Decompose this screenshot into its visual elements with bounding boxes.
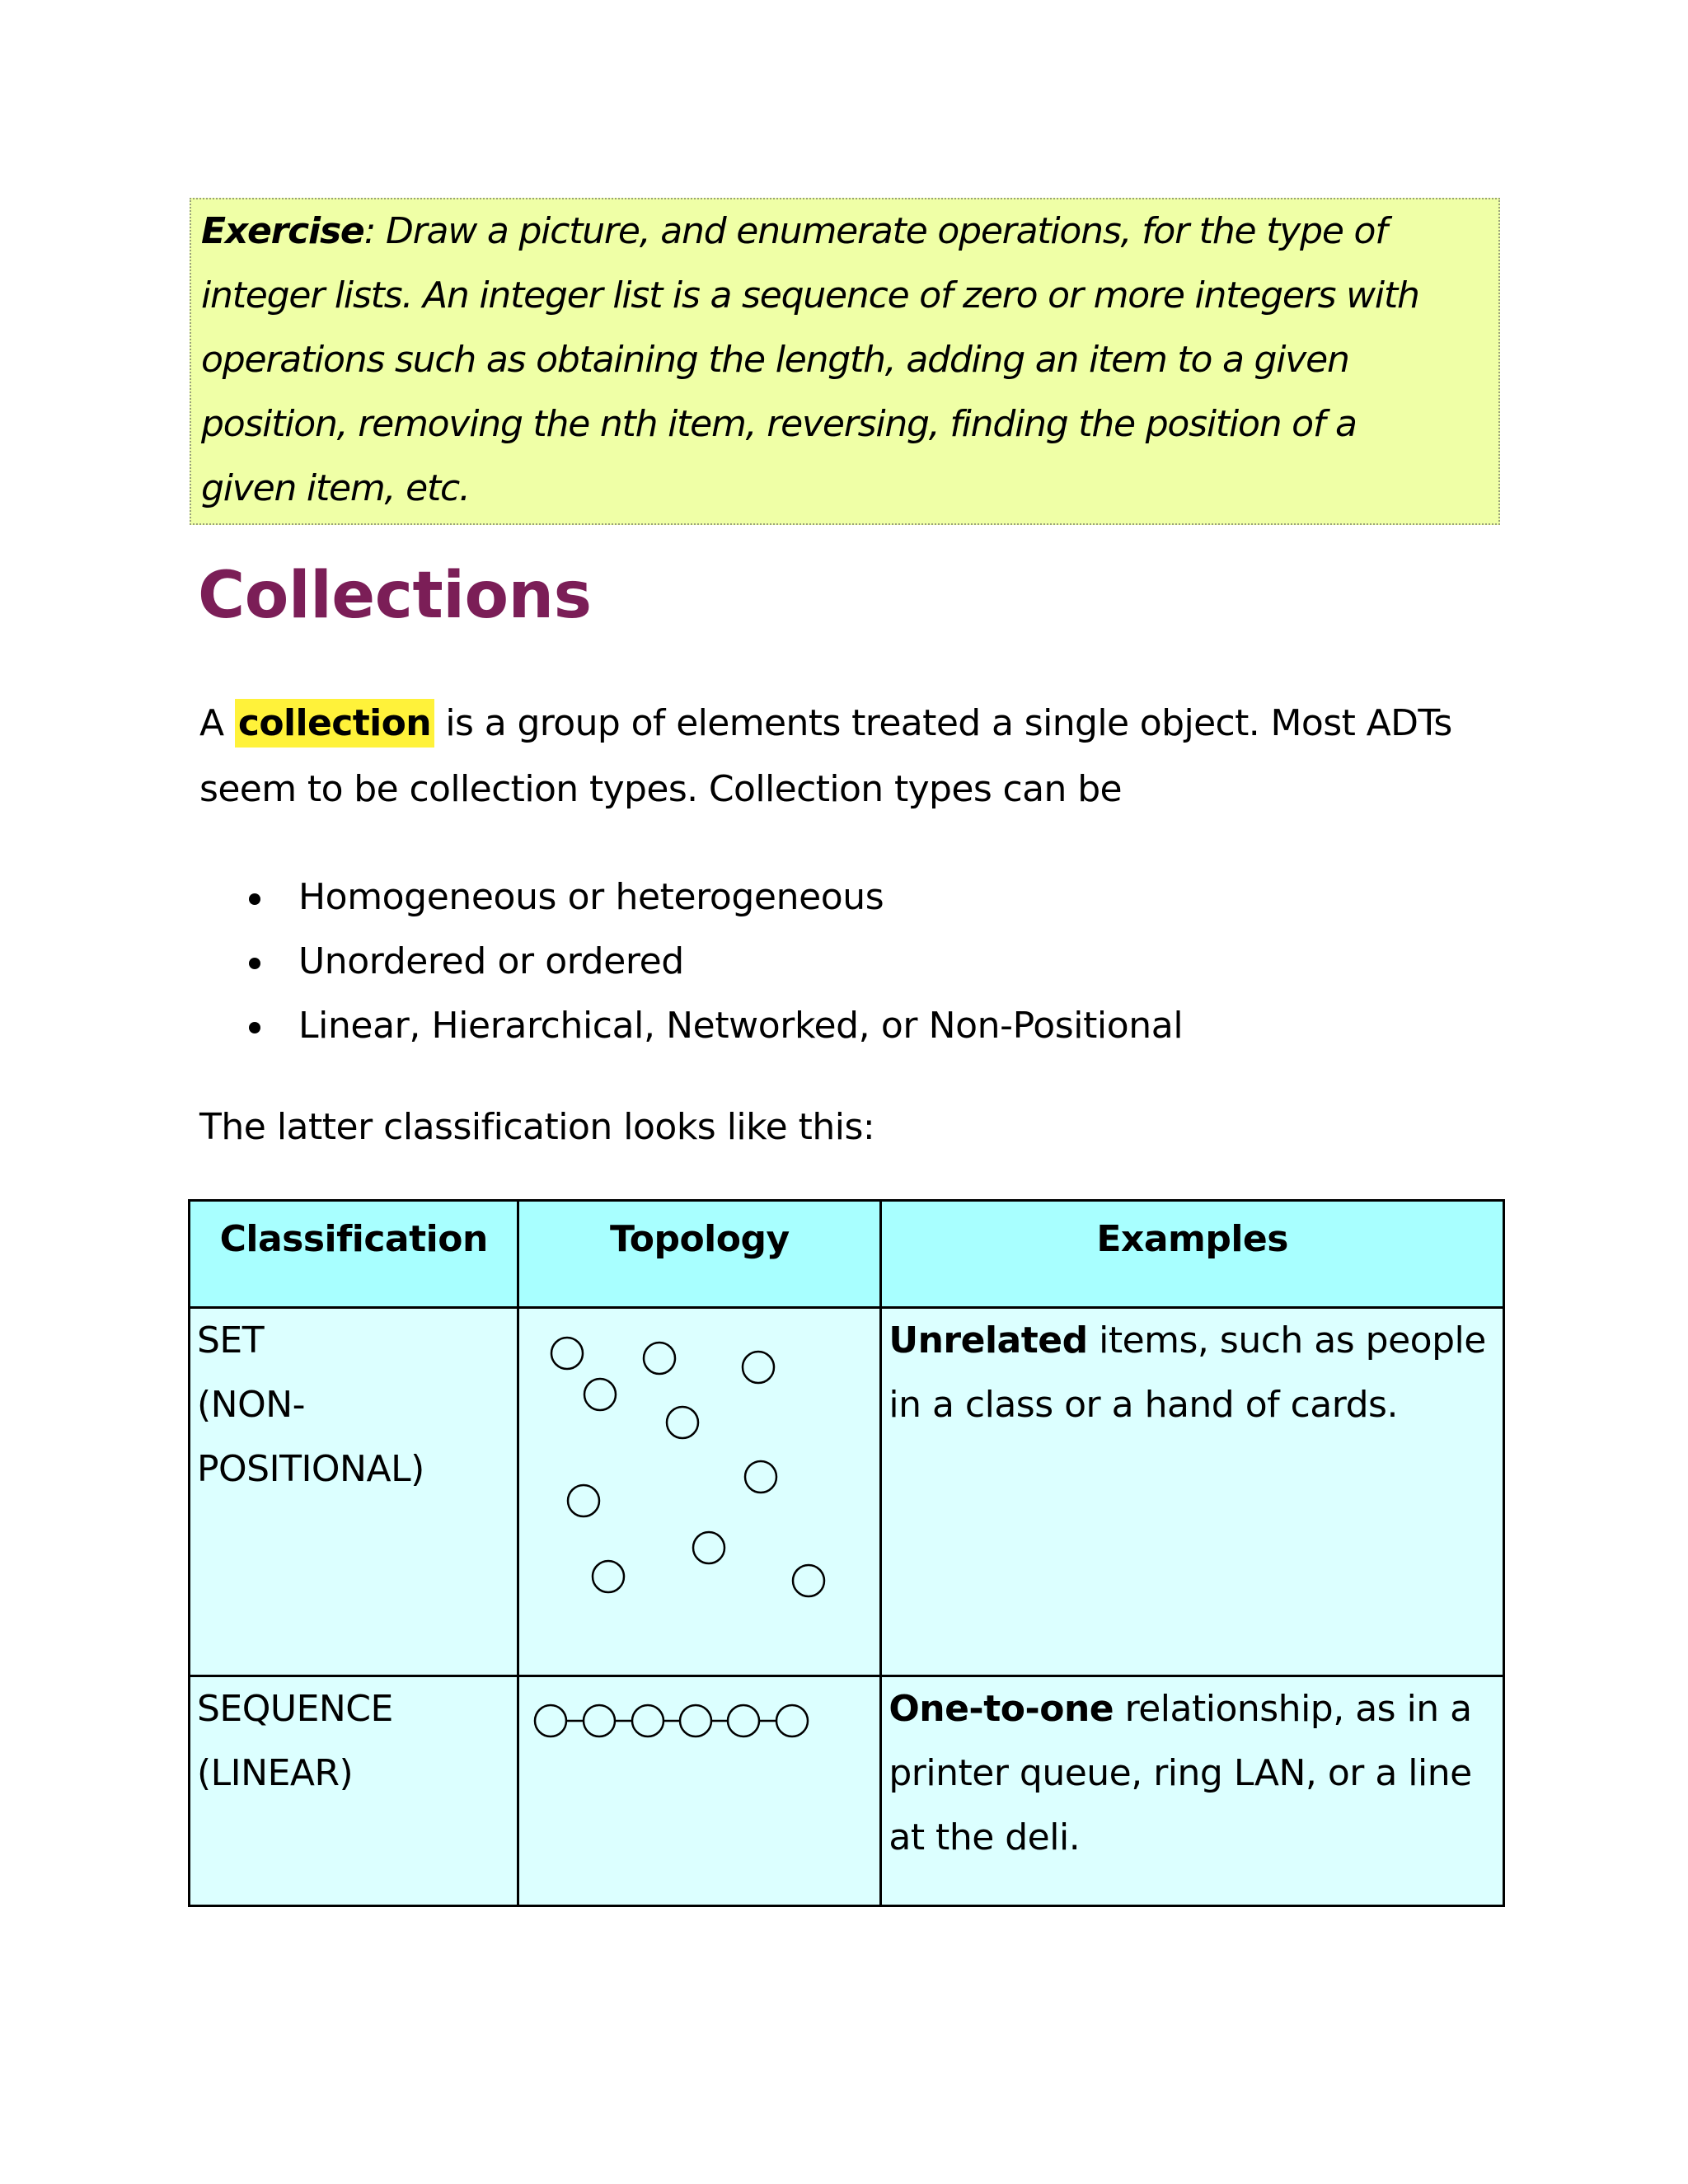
- scattered-nodes-icon: [519, 1309, 879, 1671]
- exercise-box: [190, 198, 1500, 525]
- highlighted-term: collection: [235, 699, 434, 748]
- topology-cell: [518, 1308, 881, 1676]
- table-row: [190, 1308, 1504, 1676]
- example-text: items, such as people in a class or a hand of cards.: [889, 1319, 1486, 1426]
- exercise-label: Exercise: [201, 210, 364, 252]
- examples-cell: [881, 1676, 1504, 1906]
- exercise-text: [201, 199, 1489, 521]
- header-classification: Classification: [190, 1201, 518, 1308]
- classification-line: (LINEAR): [197, 1752, 354, 1794]
- example-strong: One-to-one: [889, 1688, 1114, 1730]
- classification-line: SET: [197, 1319, 265, 1361]
- bullet-icon: [249, 958, 260, 969]
- list-item-text: Unordered or ordered: [298, 940, 684, 982]
- header-examples: Examples: [881, 1201, 1504, 1308]
- intro-prefix: A: [199, 702, 235, 744]
- list-item: [239, 994, 1183, 1058]
- example-text: relationship, as in a printer queue, ring LAN, or a line at the deli.: [889, 1688, 1472, 1858]
- classification-table: [188, 1199, 1505, 1907]
- examples-cell: [881, 1308, 1504, 1676]
- table-row: [190, 1676, 1504, 1906]
- topology-cell: [518, 1676, 881, 1906]
- linked-chain-icon: [519, 1677, 879, 1900]
- intro-line-2: seem to be collection types. Collection types can be: [199, 768, 1122, 810]
- classification-cell: [190, 1676, 518, 1906]
- intro-paragraph: [199, 691, 1535, 823]
- list-item-text: Linear, Hierarchical, Networked, or Non-Positional: [298, 1005, 1184, 1047]
- list-item: [239, 930, 1183, 994]
- bullet-list: [239, 865, 1183, 1058]
- exercise-line-1: : Draw a picture, and enumerate operations, for the type of: [363, 210, 1387, 252]
- page-heading: Collections: [198, 559, 592, 633]
- classification-line: SEQUENCE: [197, 1688, 393, 1730]
- exercise-line-3: operations such as obtaining the length, adding an item to a given: [201, 339, 1349, 381]
- bullet-icon: [249, 1022, 260, 1033]
- list-item: [239, 865, 1183, 930]
- exercise-line-5: given item, etc.: [201, 467, 470, 509]
- list-item-text: Homogeneous or heterogeneous: [298, 876, 884, 918]
- exercise-line-2: integer lists. An integer list is a sequence of zero or more integers with: [201, 274, 1419, 316]
- table-header-row: [190, 1201, 1504, 1308]
- latter-text: The latter classification looks like this:: [199, 1106, 875, 1148]
- header-topology: Topology: [518, 1201, 881, 1308]
- example-strong: Unrelated: [889, 1319, 1088, 1361]
- exercise-line-4: position, removing the nth item, reversing, finding the position of a: [201, 403, 1357, 445]
- bullet-icon: [249, 893, 260, 905]
- intro-line-1: is a group of elements treated a single object. Most ADTs: [434, 702, 1452, 744]
- classification-cell: [190, 1308, 518, 1676]
- classification-line: POSITIONAL): [197, 1448, 424, 1490]
- classification-line: (NON-: [197, 1384, 306, 1426]
